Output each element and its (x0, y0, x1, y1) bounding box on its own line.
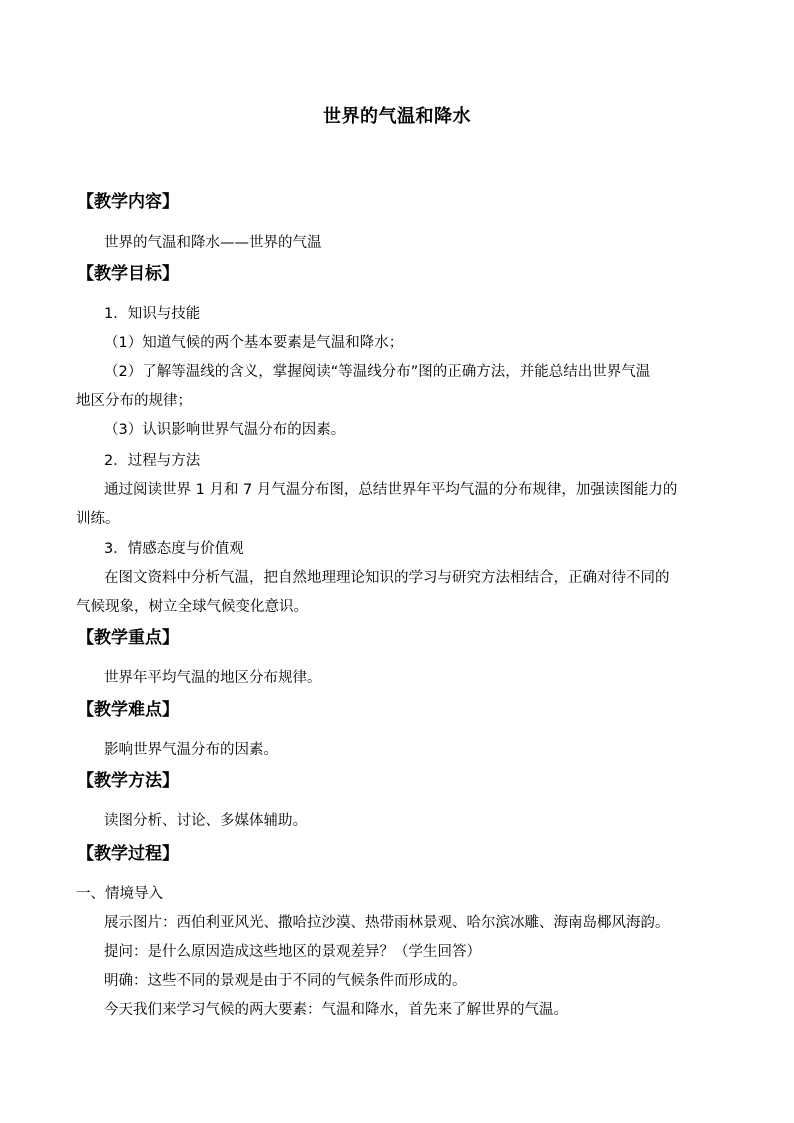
process-line-3: 明确：这些不同的景观是由于不同的气候条件而形成的。 (104, 973, 467, 989)
goal-1-sub-2-line-2: 地区分布的规律； (76, 393, 192, 409)
teaching-content-text: 世界的气温和降水——世界的气温 (104, 235, 322, 251)
goal-2-title: 2．过程与方法 (104, 453, 201, 469)
goal-1-title: 1．知识与技能 (104, 306, 201, 322)
difficulties-text: 影响世界气温分布的因素。 (104, 742, 278, 758)
heading-methods: 【教学方法】 (77, 771, 179, 791)
goal-3-title: 3．情感态度与价值观 (104, 541, 244, 557)
heading-difficulties: 【教学难点】 (77, 700, 179, 720)
methods-text: 读图分析、讨论、多媒体辅助。 (104, 813, 307, 829)
heading-process: 【教学过程】 (77, 844, 179, 864)
goal-1-sub-2-line-1: （2）了解等温线的含义，掌握阅读“等温线分布”图的正确方法，并能总结出世界气温 (104, 364, 651, 380)
heading-teaching-goals: 【教学目标】 (77, 264, 179, 284)
process-sub-1-title: 一、情境导入 (76, 886, 163, 902)
goal-1-sub-3: （3）认识影响世界气温分布的因素。 (104, 422, 346, 438)
goal-1-sub-1: （1）知道气候的两个基本要素是气温和降水； (104, 335, 404, 351)
heading-key-points: 【教学重点】 (77, 628, 179, 648)
document-title: 世界的气温和降水 (323, 106, 471, 127)
heading-teaching-content: 【教学内容】 (77, 192, 179, 212)
process-line-4: 今天我们来学习气候的两大要素：气温和降水，首先来了解世界的气温。 (104, 1002, 568, 1018)
goal-2-text-line-2: 训练。 (76, 511, 120, 527)
key-points-text: 世界年平均气温的地区分布规律。 (104, 670, 322, 686)
goal-3-text-line-2: 气候现象，树立全球气候变化意识。 (76, 599, 308, 615)
process-line-1: 展示图片：西伯利亚风光、撒哈拉沙漠、热带雨林景观、哈尔滨冰雕、海南岛椰风海韵。 (104, 915, 670, 931)
process-line-2: 提问：是什么原因造成这些地区的景观差异？（学生回答） (104, 944, 481, 960)
goal-2-text-line-1: 通过阅读世界 1 月和 7 月气温分布图，总结世界年平均气温的分布规律，加强读图能力的 (104, 482, 678, 498)
goal-3-text-line-1: 在图文资料中分析气温，把自然地理理论知识的学习与研究方法相结合，正确对待不同的 (104, 570, 670, 586)
